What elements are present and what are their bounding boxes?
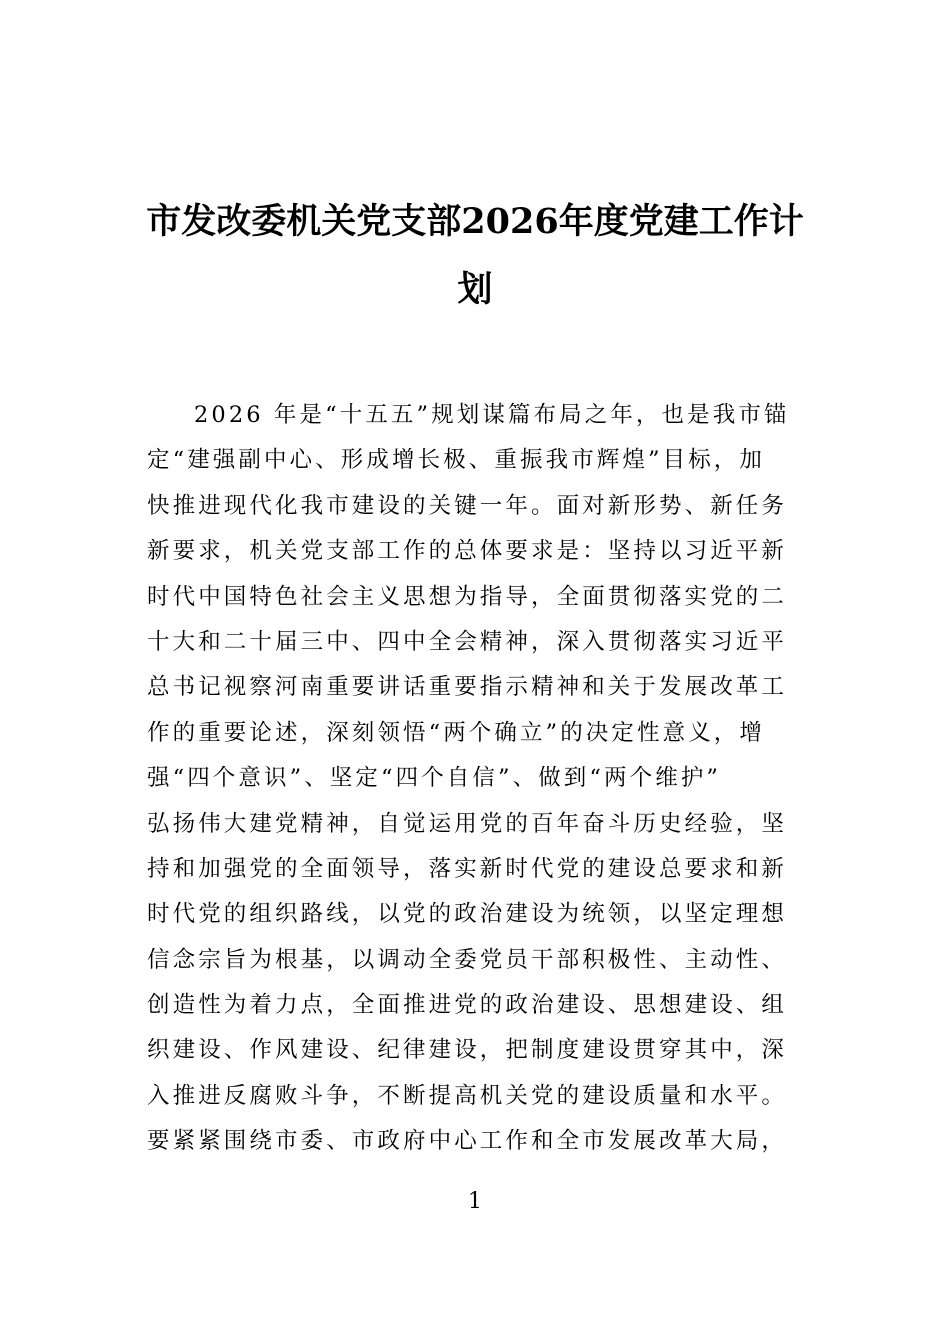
paragraph-line: 创造性为着力点，全面推进党的政治建设、思想建设、组 xyxy=(147,992,788,1019)
body-paragraph xyxy=(147,393,807,1165)
paragraph-line: 要紧紧围绕市委、市政府中心工作和全市发展改革大局， xyxy=(147,1128,788,1155)
paragraph-line: 弘扬伟大建党精神，自觉运用党的百年奋斗历史经验，坚 xyxy=(147,810,788,837)
paragraph-line: 十大和二十届三中、四中全会精神，深入贯彻落实习近平 xyxy=(147,628,788,655)
title-line-1: 市发改委机关党支部2026年度党建工作计 xyxy=(146,201,804,242)
paragraph-line: 新要求，机关党支部工作的总体要求是：坚持以习近平新 xyxy=(147,538,788,565)
paragraph-line: 定“建强副中心、形成增长极、重振我市辉煌”目标，加 xyxy=(147,447,766,474)
title-line-2: 划 xyxy=(457,269,493,310)
paragraph-line: 总书记视察河南重要讲话重要指示精神和关于发展改革工 xyxy=(147,674,788,701)
paragraph-line: 入推进反腐败斗争，不断提高机关党的建设质量和水平。 xyxy=(147,1082,788,1109)
paragraph-line: 信念宗旨为根基，以调动全委党员干部积极性、主动性、 xyxy=(147,946,788,973)
page-number: 1 xyxy=(468,1189,482,1214)
paragraph-line: 时代中国特色社会主义思想为指导，全面贯彻落实党的二 xyxy=(147,583,788,610)
paragraph-line: 快推进现代化我市建设的关键一年。面对新形势、新任务 xyxy=(147,492,788,519)
document-title xyxy=(145,188,805,324)
paragraph-line: 时代党的组织路线，以党的政治建设为统领，以坚定理想 xyxy=(147,901,788,928)
paragraph-line: 2026 年是“十五五”规划谋篇布局之年，也是我市锚 xyxy=(194,402,790,428)
paragraph-line: 作的重要论述，深刻领悟“两个确立”的决定性意义，增 xyxy=(147,719,766,746)
paragraph-line: 持和加强党的全面领导，落实新时代党的建设总要求和新 xyxy=(147,855,788,882)
paragraph-line: 织建设、作风建设、纪律建设，把制度建设贯穿其中，深 xyxy=(147,1037,788,1064)
paragraph-line: 强“四个意识”、坚定“四个自信”、做到“两个维护” xyxy=(147,765,722,792)
